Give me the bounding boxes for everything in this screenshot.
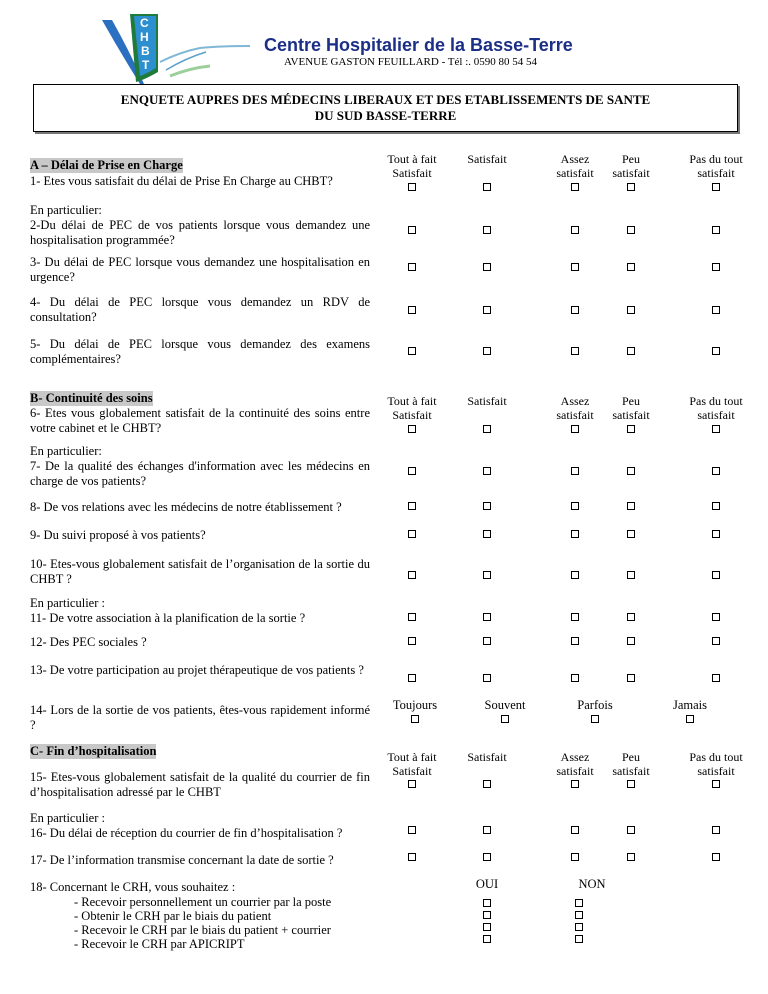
- survey-title-line1: ENQUETE AUPRES DES MÉDECINS LIBERAUX ET DES ETABLISSEMENTS DE SANTE: [120, 92, 651, 107]
- question-5-checkbox-3[interactable]: [571, 347, 579, 355]
- hospital-logo: [100, 12, 260, 84]
- question-10-checkbox-4[interactable]: [627, 571, 635, 579]
- question-18: 18- Concernant le CRH, vous souhaitez :: [30, 880, 236, 894]
- question-15-checkbox-5[interactable]: [712, 780, 720, 788]
- question-7-checkbox-1[interactable]: [408, 467, 416, 475]
- question-3-checkbox-2[interactable]: [483, 263, 491, 271]
- question-3-checkbox-5[interactable]: [712, 263, 720, 271]
- question-6-checkbox-1[interactable]: [408, 425, 416, 433]
- question-15-checkbox-1[interactable]: [408, 780, 416, 788]
- question-7: 7- De la qualité des échanges d'information avec les médecins en charge de vos patients?: [30, 459, 370, 488]
- logo-letter-c: C: [140, 16, 149, 30]
- scale-a-col-2-line1: Satisfait: [467, 152, 507, 166]
- question-18-option-4-non-checkbox[interactable]: [575, 935, 583, 943]
- question-17-checkbox-5[interactable]: [712, 853, 720, 861]
- question-16: 16- Du délai de réception du courrier de fin d’hospitalisation ?: [30, 826, 343, 840]
- scale-c-col-1-line2: Satisfait: [392, 764, 432, 778]
- question-11-checkbox-1[interactable]: [408, 613, 416, 621]
- question-3-checkbox-4[interactable]: [627, 263, 635, 271]
- question-10-checkbox-1[interactable]: [408, 571, 416, 579]
- survey-title-line2: DU SUD BASSE-TERRE: [314, 108, 457, 123]
- scale-c-col-5-line1: Pas du tout: [689, 750, 743, 764]
- question-18-option-2-non-checkbox[interactable]: [575, 911, 583, 919]
- question-8-checkbox-4[interactable]: [627, 502, 635, 510]
- question-18-option-3-oui-checkbox[interactable]: [483, 923, 491, 931]
- question-13-checkbox-5[interactable]: [712, 674, 720, 682]
- question-7-checkbox-3[interactable]: [571, 467, 579, 475]
- question-1-checkbox-2[interactable]: [483, 183, 491, 191]
- scale-c-col-5-line2: satisfait: [697, 764, 735, 778]
- question-18-option-1-oui-checkbox[interactable]: [483, 899, 491, 907]
- scale-c-col-4-line2: satisfait: [612, 764, 650, 778]
- question-14-checkbox-4[interactable]: [686, 715, 694, 723]
- question-14-checkbox-1[interactable]: [411, 715, 419, 723]
- question-15-checkbox-3[interactable]: [571, 780, 579, 788]
- logo-letter-h: H: [140, 30, 149, 44]
- question-9-checkbox-3[interactable]: [571, 530, 579, 538]
- question-3-checkbox-3[interactable]: [571, 263, 579, 271]
- frequency-col-2: Souvent: [484, 698, 526, 712]
- question-17-checkbox-4[interactable]: [627, 853, 635, 861]
- scale-a-col-3-line1: Assez: [560, 152, 590, 166]
- yes-column-header: OUI: [475, 877, 499, 891]
- question-11-intro: En particulier :: [30, 596, 105, 610]
- section-b-heading: B- Continuité des soins: [30, 391, 153, 405]
- survey-title-box: [33, 84, 738, 132]
- question-1-checkbox-4[interactable]: [627, 183, 635, 191]
- question-1-checkbox-3[interactable]: [571, 183, 579, 191]
- question-12: 12- Des PEC sociales ?: [30, 635, 147, 649]
- question-4-checkbox-2[interactable]: [483, 306, 491, 314]
- logo-letter-t: T: [142, 58, 150, 72]
- question-13-checkbox-1[interactable]: [408, 674, 416, 682]
- question-7-checkbox-4[interactable]: [627, 467, 635, 475]
- scale-a-col-5-line2: satisfait: [697, 166, 735, 180]
- question-5-checkbox-1[interactable]: [408, 347, 416, 355]
- scale-b-col-4-line1: Peu: [622, 394, 640, 408]
- question-11-checkbox-3[interactable]: [571, 613, 579, 621]
- question-4: 4- Du délai de PEC lorsque vous demandez un RDV de consultation?: [30, 295, 370, 324]
- question-13: 13- De votre participation au projet thérapeutique de vos patients ?: [30, 663, 364, 677]
- question-9-checkbox-4[interactable]: [627, 530, 635, 538]
- question-9: 9- Du suivi proposé à vos patients?: [30, 528, 206, 542]
- question-2-checkbox-5[interactable]: [712, 226, 720, 234]
- question-2-checkbox-2[interactable]: [483, 226, 491, 234]
- scale-b-col-1-line1: Tout à fait: [387, 394, 437, 408]
- question-6-checkbox-2[interactable]: [483, 425, 491, 433]
- question-12-checkbox-4[interactable]: [627, 637, 635, 645]
- question-18-option-3-non-checkbox[interactable]: [575, 923, 583, 931]
- question-10: 10- Etes-vous globalement satisfait de l’organisation de la sortie du CHBT ?: [30, 557, 370, 586]
- question-16-checkbox-2[interactable]: [483, 826, 491, 834]
- scale-b-col-4-line2: satisfait: [612, 408, 650, 422]
- frequency-col-1: Toujours: [392, 698, 438, 712]
- question-18-option-3: - Recevoir le CRH par le biais du patient + courrier: [74, 923, 331, 937]
- question-7-checkbox-5[interactable]: [712, 467, 720, 475]
- question-3: 3- Du délai de PEC lorsque vous demandez une hospitalisation en urgence?: [30, 255, 370, 284]
- question-4-checkbox-5[interactable]: [712, 306, 720, 314]
- frequency-col-4: Jamais: [672, 698, 708, 712]
- question-5-checkbox-4[interactable]: [627, 347, 635, 355]
- question-13-checkbox-3[interactable]: [571, 674, 579, 682]
- scale-c-col-2-line1: Satisfait: [467, 750, 507, 764]
- question-17-checkbox-2[interactable]: [483, 853, 491, 861]
- question-15: 15- Etes-vous globalement satisfait de la qualité du courrier de fin d’hospitalisation adressé par le CHBT: [30, 770, 370, 799]
- question-2-intro: En particulier:: [30, 203, 102, 217]
- question-6: 6- Etes vous globalement satisfait de la continuité des soins entre votre cabinet et le CHBT?: [30, 406, 370, 435]
- scale-a-col-4-line2: satisfait: [612, 166, 650, 180]
- question-18-option-1: - Recevoir personnellement un courrier par la poste: [74, 895, 332, 909]
- question-1-checkbox-1[interactable]: [408, 183, 416, 191]
- scale-b-col-5-line1: Pas du tout: [689, 394, 743, 408]
- question-18-option-4-oui-checkbox[interactable]: [483, 935, 491, 943]
- question-4-checkbox-3[interactable]: [571, 306, 579, 314]
- question-7-checkbox-2[interactable]: [483, 467, 491, 475]
- question-12-checkbox-5[interactable]: [712, 637, 720, 645]
- question-8-checkbox-2[interactable]: [483, 502, 491, 510]
- question-1-checkbox-5[interactable]: [712, 183, 720, 191]
- question-11-checkbox-4[interactable]: [627, 613, 635, 621]
- question-18-option-2-oui-checkbox[interactable]: [483, 911, 491, 919]
- question-16-intro: En particulier :: [30, 811, 105, 825]
- question-2-checkbox-3[interactable]: [571, 226, 579, 234]
- scale-b-col-3-line1: Assez: [560, 394, 590, 408]
- question-6-checkbox-5[interactable]: [712, 425, 720, 433]
- question-3-checkbox-1[interactable]: [408, 263, 416, 271]
- question-4-checkbox-1[interactable]: [408, 306, 416, 314]
- question-8: 8- De vos relations avec les médecins de notre établissement ?: [30, 500, 342, 514]
- section-c-heading: C- Fin d’hospitalisation: [30, 744, 157, 758]
- question-9-checkbox-1[interactable]: [408, 530, 416, 538]
- scale-a-col-3-line2: satisfait: [556, 166, 594, 180]
- question-18-option-1-non-checkbox[interactable]: [575, 899, 583, 907]
- question-14-checkbox-3[interactable]: [591, 715, 599, 723]
- question-16-checkbox-4[interactable]: [627, 826, 635, 834]
- question-17-checkbox-1[interactable]: [408, 853, 416, 861]
- question-2-checkbox-4[interactable]: [627, 226, 635, 234]
- scale-a-col-5-line1: Pas du tout: [689, 152, 743, 166]
- scale-b-col-2-line1: Satisfait: [467, 394, 507, 408]
- question-18-option-4: - Recevoir le CRH par APICRIPT: [74, 937, 245, 951]
- question-12-checkbox-2[interactable]: [483, 637, 491, 645]
- frequency-col-3: Parfois: [577, 698, 613, 712]
- scale-a-col-1-line2: Satisfait: [392, 166, 432, 180]
- question-6-checkbox-3[interactable]: [571, 425, 579, 433]
- question-1: 1- Etes vous satisfait du délai de Prise En Charge au CHBT?: [30, 174, 333, 188]
- question-13-checkbox-4[interactable]: [627, 674, 635, 682]
- section-a-heading: A – Délai de Prise en Charge: [30, 158, 183, 172]
- question-8-checkbox-5[interactable]: [712, 502, 720, 510]
- question-15-checkbox-2[interactable]: [483, 780, 491, 788]
- question-18-option-2: - Obtenir le CRH par le biais du patient: [74, 909, 272, 923]
- hospital-address: AVENUE GASTON FEUILLARD - Tél :. 0590 80 54 54: [284, 56, 537, 68]
- question-8-checkbox-3[interactable]: [571, 502, 579, 510]
- question-5-checkbox-2[interactable]: [483, 347, 491, 355]
- question-13-checkbox-2[interactable]: [483, 674, 491, 682]
- question-9-checkbox-5[interactable]: [712, 530, 720, 538]
- question-11-checkbox-2[interactable]: [483, 613, 491, 621]
- scale-b-col-5-line2: satisfait: [697, 408, 735, 422]
- scale-a-col-1-line1: Tout à fait: [387, 152, 437, 166]
- question-16-checkbox-1[interactable]: [408, 826, 416, 834]
- scale-b-col-1-line2: Satisfait: [392, 408, 432, 422]
- question-7-intro: En particulier:: [30, 444, 102, 458]
- question-9-checkbox-2[interactable]: [483, 530, 491, 538]
- scale-c-col-4-line1: Peu: [622, 750, 640, 764]
- question-5-checkbox-5[interactable]: [712, 347, 720, 355]
- question-2: 2-Du délai de PEC de vos patients lorsque vous demandez une hospitalisation programmée?: [30, 218, 370, 247]
- question-16-checkbox-5[interactable]: [712, 826, 720, 834]
- scale-c-col-3-line1: Assez: [560, 750, 590, 764]
- question-11-checkbox-5[interactable]: [712, 613, 720, 621]
- question-10-checkbox-5[interactable]: [712, 571, 720, 579]
- question-8-checkbox-1[interactable]: [408, 502, 416, 510]
- question-17-checkbox-3[interactable]: [571, 853, 579, 861]
- question-17: 17- De l’information transmise concernant la date de sortie ?: [30, 853, 334, 867]
- scale-c-col-3-line2: satisfait: [556, 764, 594, 778]
- question-5: 5- Du délai de PEC lorsque vous demandez des examens complémentaires?: [30, 337, 370, 366]
- question-12-checkbox-3[interactable]: [571, 637, 579, 645]
- scale-b-col-3-line2: satisfait: [556, 408, 594, 422]
- question-6-checkbox-4[interactable]: [627, 425, 635, 433]
- no-column-header: NON: [578, 877, 606, 891]
- scale-c-col-1-line1: Tout à fait: [387, 750, 437, 764]
- question-10-checkbox-3[interactable]: [571, 571, 579, 579]
- question-2-checkbox-1[interactable]: [408, 226, 416, 234]
- question-14-checkbox-2[interactable]: [501, 715, 509, 723]
- question-10-checkbox-2[interactable]: [483, 571, 491, 579]
- question-16-checkbox-3[interactable]: [571, 826, 579, 834]
- hospital-name: Centre Hospitalier de la Basse-Terre: [264, 35, 573, 55]
- question-15-checkbox-4[interactable]: [627, 780, 635, 788]
- logo-letter-b: B: [141, 44, 150, 58]
- question-12-checkbox-1[interactable]: [408, 637, 416, 645]
- question-14: 14- Lors de la sortie de vos patients, êtes-vous rapidement informé ?: [30, 703, 370, 732]
- question-11: 11- De votre association à la planification de la sortie ?: [30, 611, 306, 625]
- question-4-checkbox-4[interactable]: [627, 306, 635, 314]
- scale-a-col-4-line1: Peu: [622, 152, 640, 166]
